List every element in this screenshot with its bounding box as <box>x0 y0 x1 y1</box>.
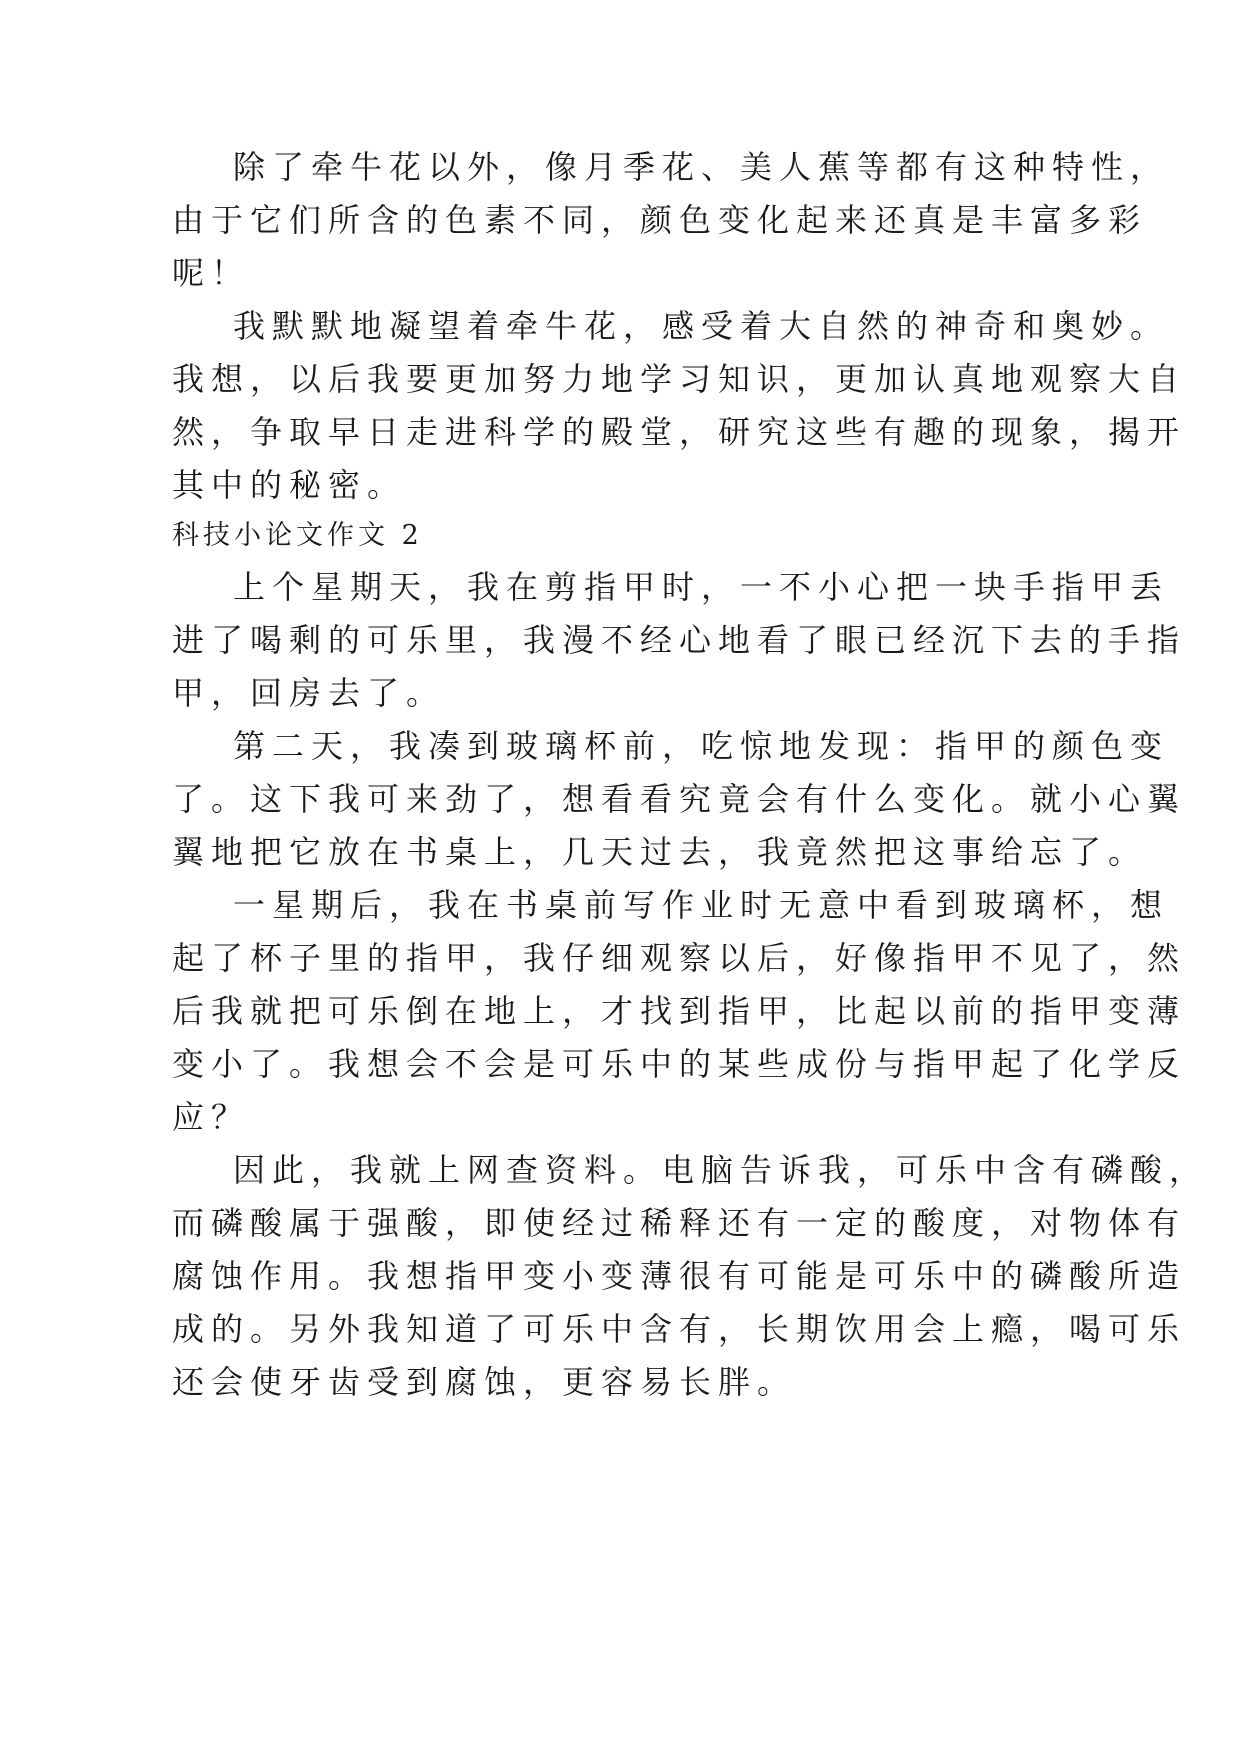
paragraph-5-line-2: 起了杯子里的指甲，我仔细观察以后，好像指甲不见了，然 <box>172 939 1187 977</box>
paragraph-4-line-1: 第二天，我凑到玻璃杯前，吃惊地发现：指甲的颜色变 <box>233 727 1170 765</box>
paragraph-2-line-3: 然，争取早日走进科学的殿堂，研究这些有趣的现象，揭开 <box>172 413 1187 451</box>
paragraph-1-line-2: 由于它们所含的色素不同，颜色变化起来还真是丰富多彩 <box>172 201 1148 239</box>
paragraph-6-line-1: 因此，我就上网查资料。电脑告诉我，可乐中含有磷酸， <box>233 1151 1209 1189</box>
paragraph-4-line-2: 了。这下我可来劲了，想看看究竟会有什么变化。就小心翼 <box>172 780 1187 818</box>
paragraph-6-line-5: 还会使牙齿受到腐蚀，更容易长胖。 <box>172 1363 797 1401</box>
paragraph-1-line-1: 除了牵牛花以外，像月季花、美人蕉等都有这种特性， <box>233 148 1170 186</box>
paragraph-3-line-3: 甲，回房去了。 <box>172 674 446 712</box>
paragraph-4-line-3: 翼地把它放在书桌上，几天过去，我竟然把这事给忘了。 <box>172 833 1148 871</box>
paragraph-6-line-4: 成的。另外我知道了可乐中含有，长期饮用会上瘾，喝可乐 <box>172 1310 1187 1348</box>
paragraph-2-line-2: 我想，以后我要更加努力地学习知识，更加认真地观察大自 <box>172 360 1187 398</box>
paragraph-5-line-3: 后我就把可乐倒在地上，才找到指甲，比起以前的指甲变薄 <box>172 992 1187 1030</box>
paragraph-5-line-1: 一星期后，我在书桌前写作业时无意中看到玻璃杯，想 <box>233 886 1170 924</box>
paragraph-3-line-1: 上个星期天，我在剪指甲时，一不小心把一块手指甲丢 <box>233 568 1170 606</box>
paragraph-5-line-4: 变小了。我想会不会是可乐中的某些成份与指甲起了化学反 <box>172 1045 1187 1083</box>
paragraph-6-line-3: 腐蚀作用。我想指甲变小变薄很有可能是可乐中的磷酸所造 <box>172 1257 1187 1295</box>
paragraph-2-line-4: 其中的秘密。 <box>172 466 407 504</box>
paragraph-2-line-1: 我默默地凝望着牵牛花，感受着大自然的神奇和奥妙。 <box>233 307 1170 345</box>
paragraph-5-line-5: 应？ <box>172 1098 251 1136</box>
section-heading: 科技小论文作文 2 <box>172 520 423 551</box>
paragraph-1-line-3: 呢！ <box>172 254 251 292</box>
paragraph-3-line-2: 进了喝剩的可乐里，我漫不经心地看了眼已经沉下去的手指 <box>172 621 1187 659</box>
paragraph-6-line-2: 而磷酸属于强酸，即使经过稀释还有一定的酸度，对物体有 <box>172 1204 1187 1242</box>
